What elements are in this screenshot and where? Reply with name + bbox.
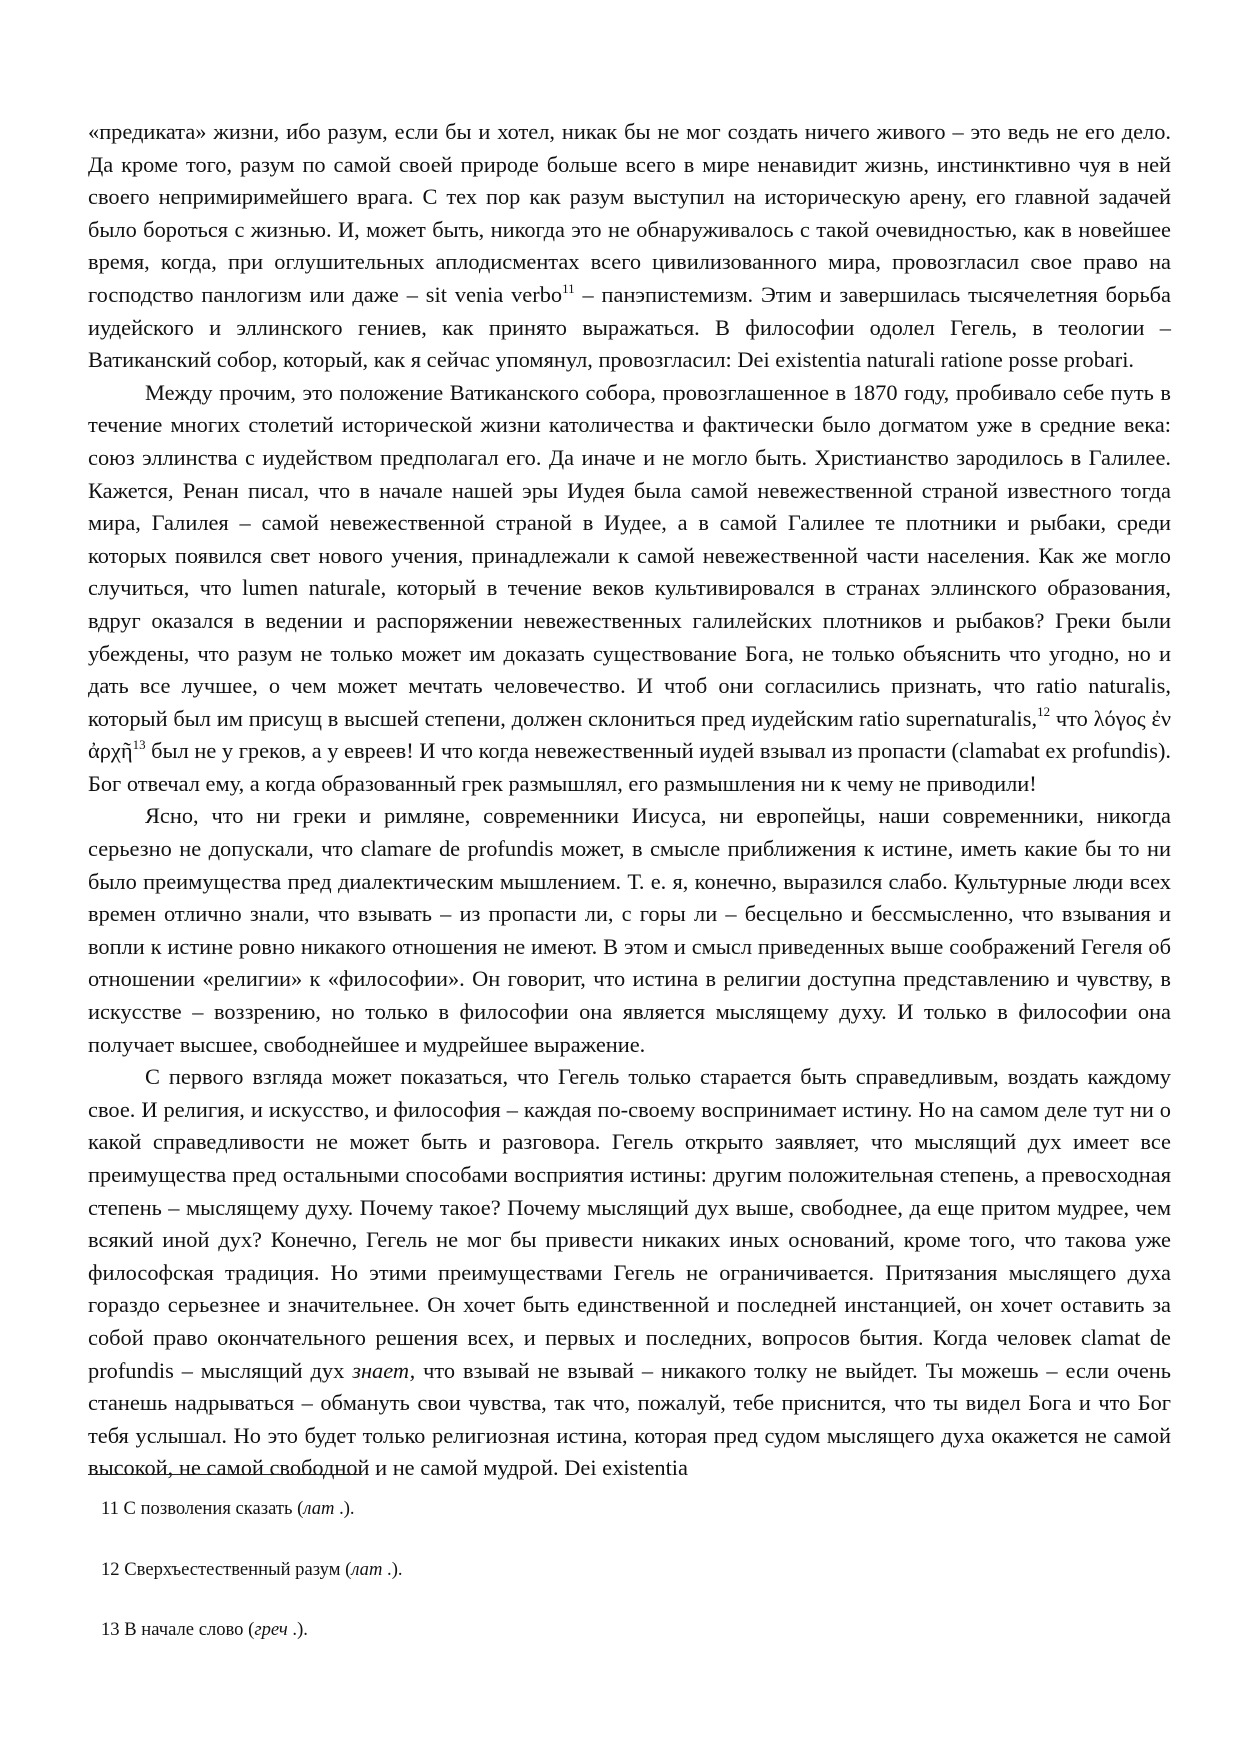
text-run: – панэпистемизм. Этим и завершилась тысячелетняя борьба иудейского и эллинского гениев, как принято выражаться. В философии одолел Гегель, в теологии – Ватиканский собор, который, как я сейчас упомянул, провозгласил: Dei existentia naturali ratione posse probari. (88, 281, 1171, 373)
text-run: что взывай не взывай – никакого толку не выйдет. Ты можешь – если очень станешь надрываться – обмануть свои чувства, так что, пожалуй, тебе приснится, что ты видел Бога и что Бог тебя услышал. Но это будет только религиозная истина, которая пред судом мыслящего духа окажется не самой высокой, не самой свободной и не самой мудрой. Dei existentia (88, 1357, 1171, 1481)
footnote-13 (101, 1618, 1161, 1642)
footnote-tail: .). (334, 1498, 355, 1519)
footnote-lang: лат (351, 1558, 383, 1580)
main-text (88, 116, 1171, 1485)
footnote-12 (101, 1558, 1161, 1582)
text-run: что λόγος ἐν ἀρχῆ (88, 705, 1171, 764)
paragraph-3 (88, 800, 1171, 1061)
text-run: Ясно, что ни греки и римляне, современники Иисуса, ни европейцы, наши современники, никогда серьезно не допускали, что clamare de profundis может, в смысле приближения к истине, иметь какие бы то ни было преимущества пред диалектическим мышлением. Т. е. я, конечно, выразился слабо. Культурные люди всех времен отлично знали, что взывать – из пропасти ли, с горы ли – бесцельно и бессмысленно, что взывания и вопли к истине ровно никакого отношения не имеют. В этом и смысл приведенных выше соображений Гегеля об отношении «религии» к «философии». Он говорит, что истина в религии доступна представлению и чувству, в искусстве – воззрению, но только в философии она является мыслящему духу. И только в философии она получает высшее, свободнейшее и мудрейшее выражение. (88, 803, 1171, 1057)
footnote-text: В начале слово ( (119, 1619, 255, 1640)
text-run: «предиката» жизни, ибо разум, если бы и хотел, никак бы не мог создать ничего живого – это ведь не его дело. Да кроме того, разум по самой своей природе больше всего в мире ненавидит жизнь, инстинктивно чуя в ней своего непримиримейшего врага. С тех пор как разум выступил на историческую арену, его главной задачей было бороться с жизнью. И, может быть, никогда это не обнаруживалось с такой очевидностью, как в новейшее время, когда, при оглушительных аплодисментах всего цивилизованного мира, провозгласил свое право на господство панлогизм или даже – sit venia verbo (88, 119, 1171, 307)
footnote-ref-13[interactable]: 13 (132, 736, 146, 752)
paragraph-1 (88, 116, 1171, 377)
footnote-11 (101, 1497, 1161, 1521)
text-run: был не у греков, а у евреев! И что когда невежественный иудей взывал из пропасти (clamabat ex profundis). Бог отвечал ему, а когда образованный грек размышлял, его размышления ни к чему не приводили! (88, 738, 1171, 796)
footnotes (101, 1497, 1161, 1679)
paragraph-4 (88, 1061, 1171, 1485)
text-run: Между прочим, это положение Ватиканского собора, провозглашенное в 1870 году, пробивало себе путь в течение многих столетий исторической жизни католичества и фактически было догматом уже в средние века: союз эллинства с иудейством предполагал его. Да иначе и не могло быть. Христианство зародилось в Галилее. Кажется, Ренан писал, что в начале нашей эры Иудея была самой невежественной страной известного тогда мира, Галилея – самой невежественной страной в Иудее, а в самой Галилее те плотники и рыбаки, среди которых появился свет нового учения, принадлежали к самой невежественной части населения. Как же могло случиться, что lumen naturale, который в течение веков культивировался в странах эллинского образования, вдруг оказался в ведении и распоряжении невежественных галилейских плотников и рыбаков? Греки были убеждены, что разум не только может им доказать существование Бога, не только объяснить что угодно, но и дать все лучшее, о чем может мечтать человечество. И чтоб они согласились признать, что ratio naturalis, который был им присущ в высшей степени, должен склониться пред иудейским ratio supernaturalis, (88, 379, 1171, 731)
footnote-lang: лат (303, 1498, 335, 1519)
footnote-text: С позволения сказать ( (118, 1498, 304, 1519)
footnote-lang: греч (254, 1619, 288, 1640)
text-run: С первого взгляда может показаться, что Гегель только старается быть справедливым, воздать каждому свое. И религия, и искусство, и философия – каждая по-своему воспринимает истину. Но на самом деле тут ни о какой справедливости не может быть и разговора. Гегель открыто заявляет, что мыслящий дух имеет все преимущества пред остальными способами восприятия истины: другим положительная степень, а превосходная степень – мыслящему духу. Почему такое? Почему мыслящий дух выше, свободнее, да еще притом мудрее, чем всякий иной дух? Конечно, Гегель не мог бы привести никаких иных оснований, кроме того, что такова уже философская традиция. Но этими преимуществами Гегель не ограничивается. Притязания мыслящего духа гораздо серьезнее и значительнее. Он хочет быть единственной и последней инстанцией, он хочет оставить за собой право окончательного решения всех, и первых и последних, вопросов бытия. Когда человек clamat de profundis – мыслящий дух (88, 1064, 1171, 1383)
footnote-tail: .). (382, 1558, 403, 1580)
footnote-ref-12[interactable]: 12 (1037, 704, 1051, 720)
footnote-separator (88, 1474, 362, 1475)
footnote-number: 12 (101, 1558, 120, 1580)
footnote-number: 11 (101, 1498, 119, 1519)
footnote-tail: .). (287, 1619, 308, 1640)
footnote-ref-11[interactable]: 11 (562, 280, 575, 296)
paragraph-2 (88, 377, 1171, 801)
footnote-number: 13 (101, 1619, 120, 1640)
emphasis-text: знает, (352, 1357, 416, 1383)
footnote-text: Сверхъестественный разум ( (119, 1558, 352, 1580)
